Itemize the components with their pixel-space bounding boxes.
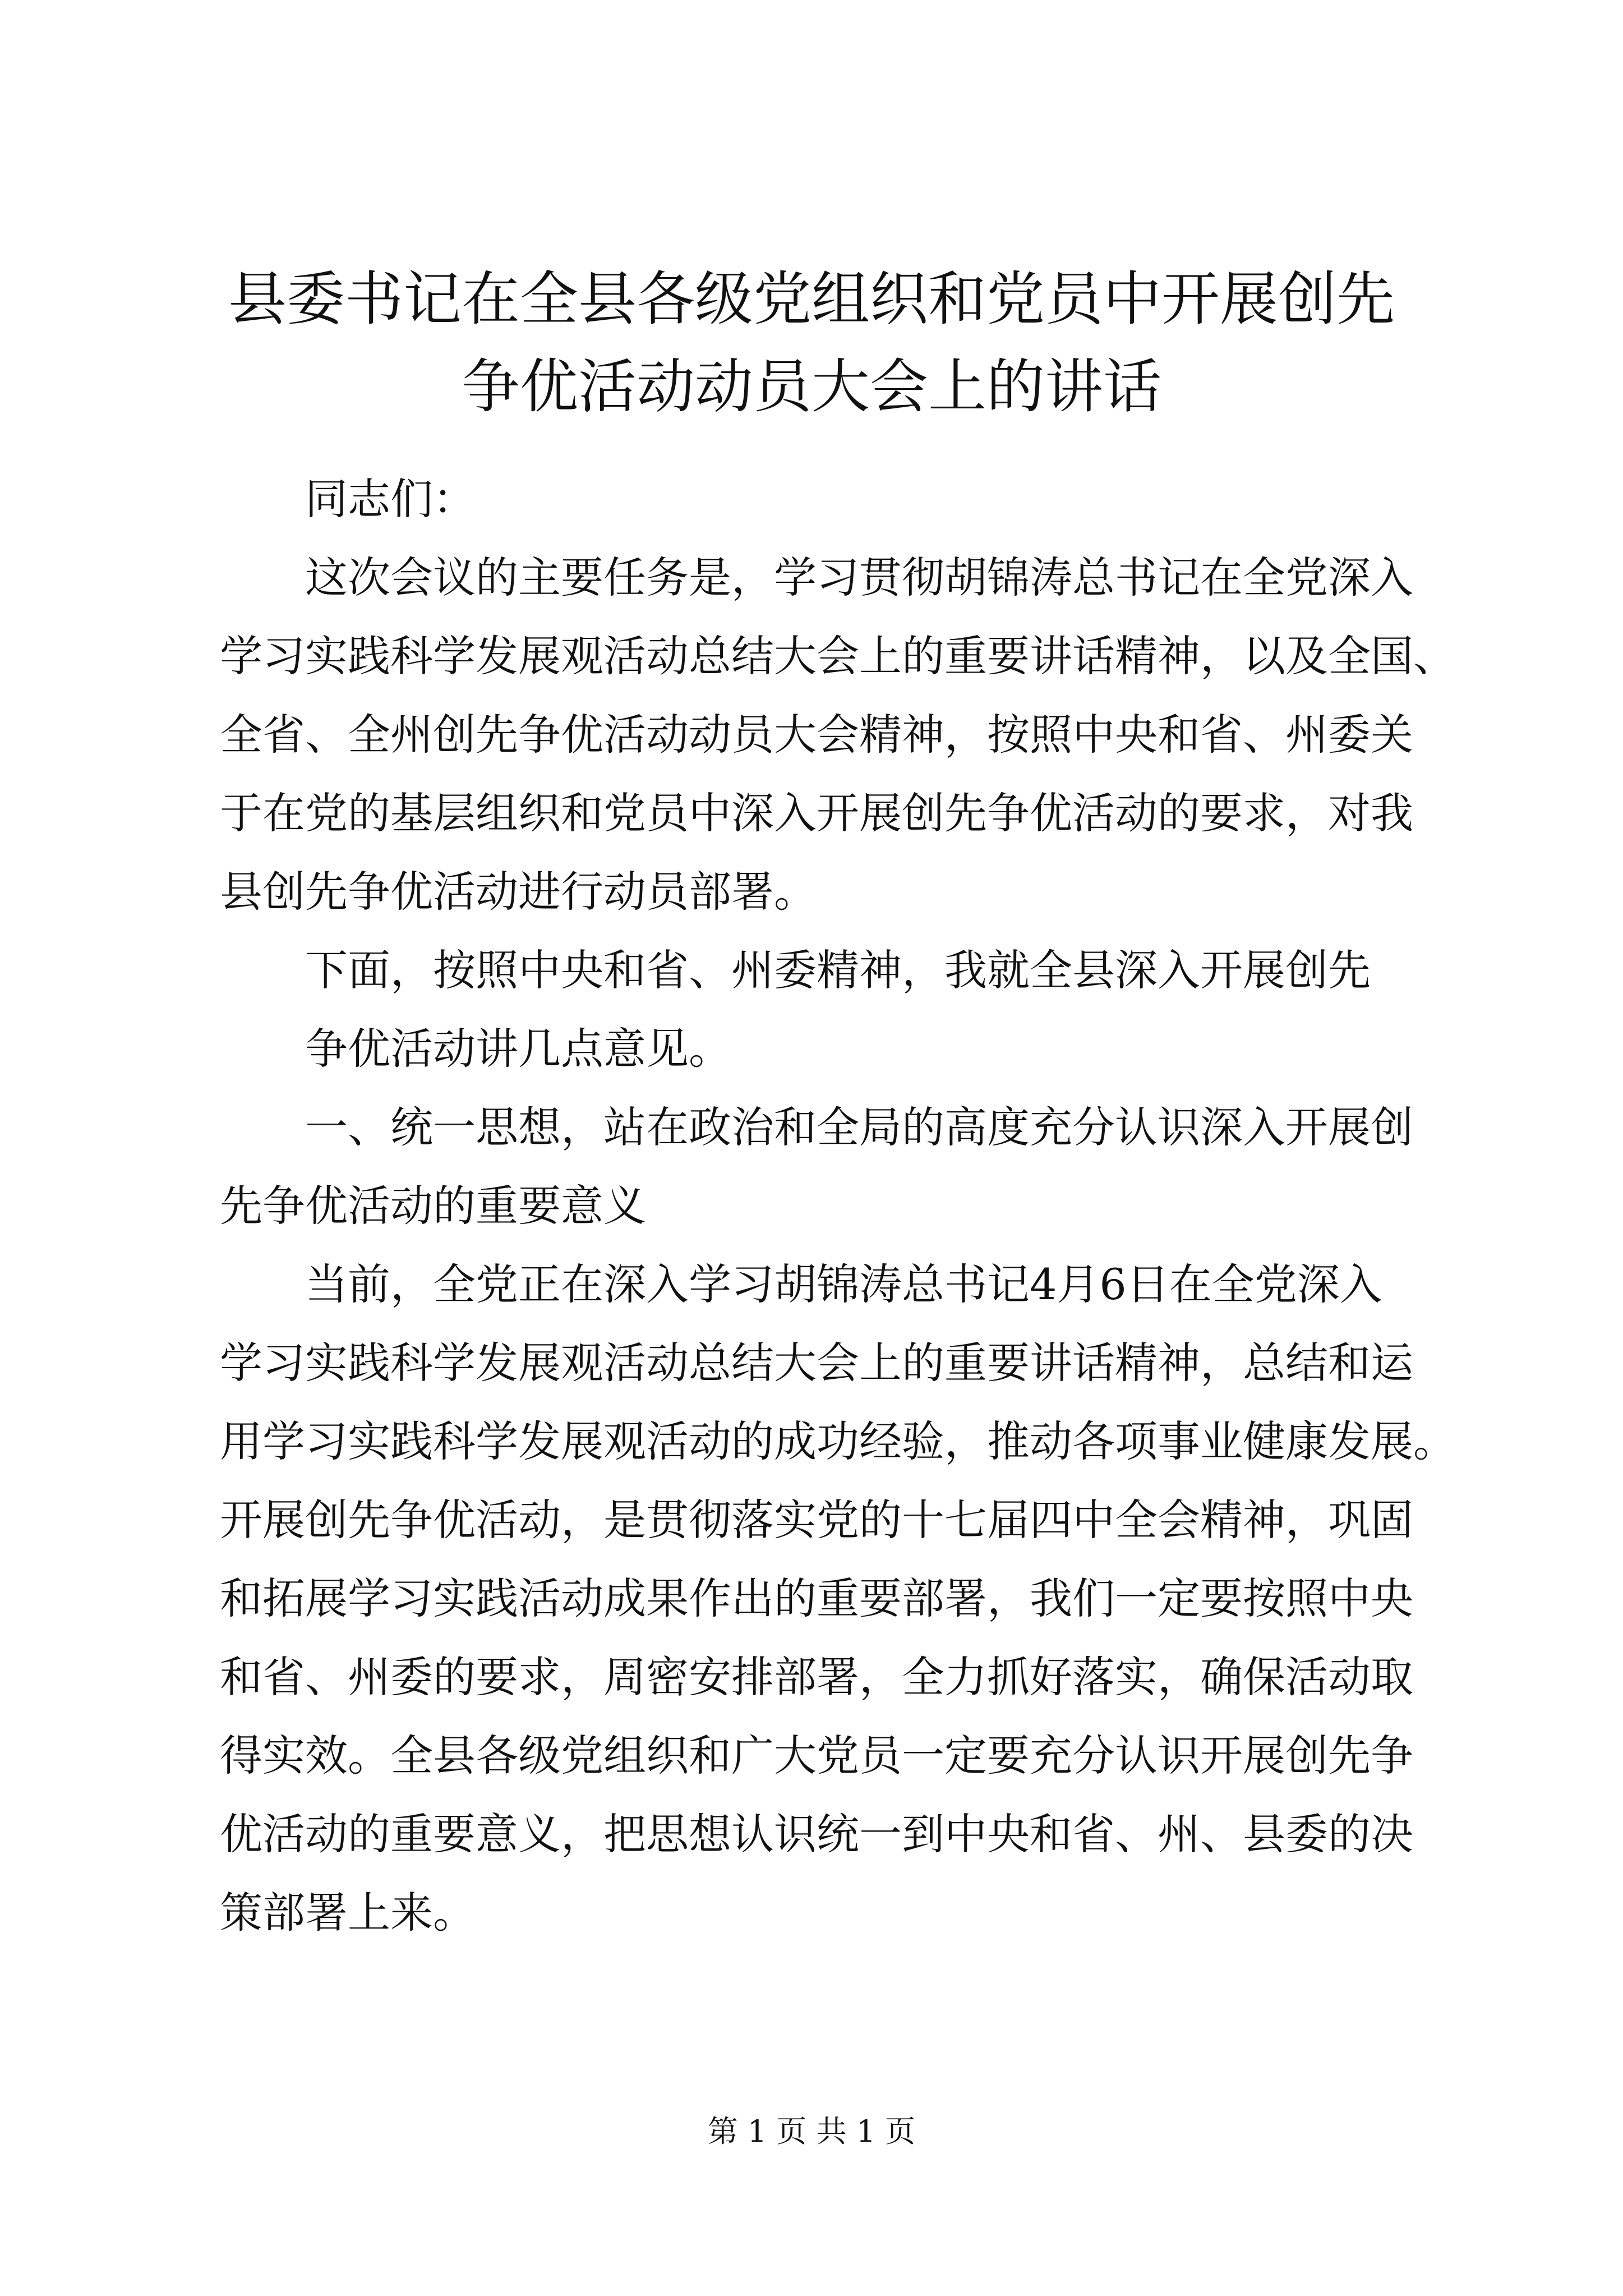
text-line: 同志们： [305,474,476,524]
paragraph-salutation [220,460,1414,539]
paragraph-meeting-task [220,539,1456,931]
text-line: 优活动的重要意义，把思想认识统一到中央和省、州、县委的决 [220,1809,1413,1859]
section-heading-1 [220,1088,1414,1245]
text-line: 县创先争优活动进行动员部署。 [220,867,817,917]
text-line: 先争优活动的重要意义 [220,1181,646,1231]
text-line: 和省、州委的要求，周密安排部署，全力抓好落实，确保活动取 [220,1652,1413,1702]
text-line: 一、统一思想，站在政治和全局的高度充分认识深入开展创 [305,1102,1413,1152]
document-title [168,255,1455,430]
text-line: 得实效。全县各级党组织和广大党员一定要充分认识开展创先争 [220,1731,1413,1780]
text-line: 这次会议的主要任务是，学习贯彻胡锦涛总书记在全党深入 [305,553,1413,602]
text-line: 学习实践科学发展观活动总结大会上的重要讲话精神，以及全国、 [220,631,1456,681]
text-line: 于在党的基层组织和党员中深入开展创先争优活动的要求，对我 [220,788,1413,838]
text-line: 用学习实践科学发展观活动的成功经验，推动各项事业健康发展。 [220,1416,1456,1466]
title-line: 县委书记在全县各级党组织和党员中开展创先 [228,265,1395,333]
text-line: 下面，按照中央和省、州委精神，我就全县深入开展创先 [305,945,1371,995]
paragraph-intro [220,931,1414,1010]
text-line: 当前，全党正在深入学习胡锦涛总书记4月6日在全党深入 [305,1259,1382,1309]
text-line: 争优活动讲几点意见。 [305,1024,731,1074]
page-footer: 第 1 页 共 1 页 [707,2114,916,2149]
paragraph-intro-continued [220,1010,1414,1088]
document-body [220,460,1456,1952]
text-line: 学习实践科学发展观活动总结大会上的重要讲话精神，总结和运 [220,1338,1413,1388]
title-line: 争优活动动员大会上的讲话 [461,352,1161,421]
text-line: 全省、全州创先争优活动动员大会精神，按照中央和省、州委关 [220,710,1413,760]
paragraph-current-situation [220,1245,1456,1952]
text-line: 和拓展学习实践活动成果作出的重要部署，我们一定要按照中央 [220,1573,1413,1623]
text-line: 策部署上来。 [220,1888,476,1938]
text-line: 开展创先争优活动，是贯彻落实党的十七届四中全会精神，巩固 [220,1495,1413,1545]
